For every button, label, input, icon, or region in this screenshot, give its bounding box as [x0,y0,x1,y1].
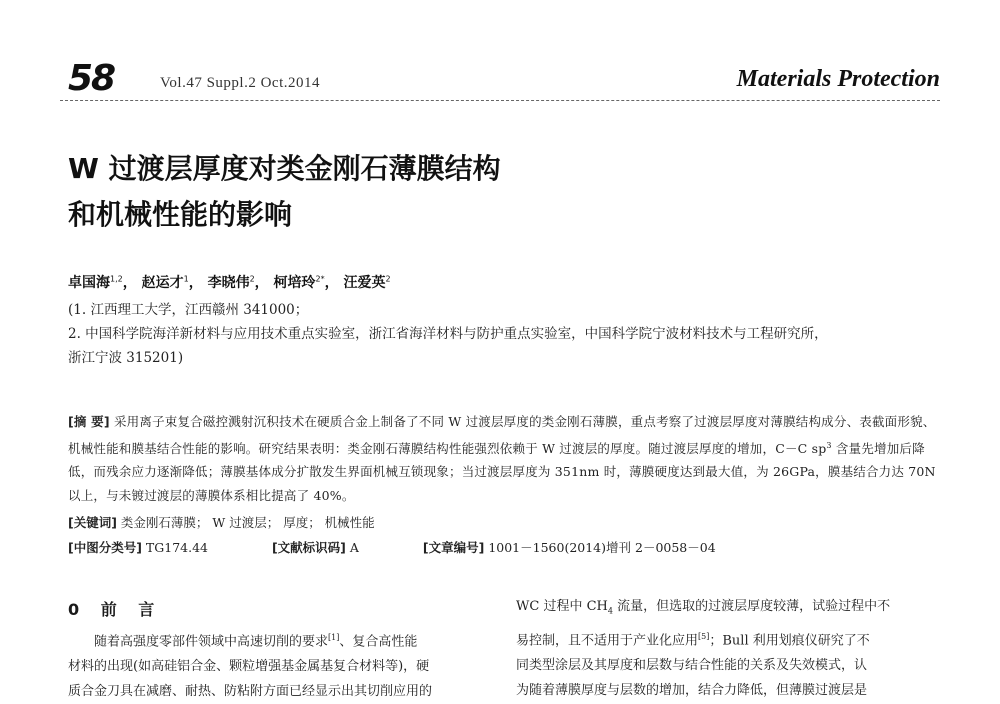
body-text: 流量，但选取的过渡层厚度较薄，试验过程中不 [612,599,891,614]
author-affiliation-mark: 2 [249,274,255,284]
abstract [68,410,936,507]
author-name: 卓国海 [68,275,110,291]
doc-code-value: A [349,540,359,555]
volume-info: Vol.47 Suppl.2 Oct.2014 [160,75,320,91]
body-text: WC 过程中 CH [516,599,608,614]
citation-ref: [1] [328,633,340,642]
doc-code-label: [文献标识码] [271,540,346,555]
body-text: 随着高强度零部件领域中高速切削的要求 [94,634,329,650]
keywords [68,513,375,531]
abstract-text-cont: 含量先增加后降低，而残余应力逐渐降低；薄膜基体成分扩散发生界面机械互锁现象；当过渡层厚度为 351nm 时，薄膜硬度达到最大值，为 26GPa，膜基结合力达 70N 以上，与未镀过渡层的薄膜体系相比提高了 40%。 [68,440,936,503]
body-text: 为随着薄膜厚度与层数的增加，结合力降低，但薄膜过渡层是 [516,682,868,698]
header-rule [60,100,940,101]
abstract-text: 采用离子束复合磁控溅射沉积技术在硬质合金上制备了不同 W 过渡层厚度的类金刚石薄膜，重点考察了过渡层厚度对薄膜结构成分、表截面形貌、机械性能和膜基结合性能的影响。研究结果表明：类金刚石薄膜结构性能强烈依赖于 W 过渡层的厚度。随过渡层厚度的增加，C－C sp [68,414,936,456]
paper-title [68,146,501,238]
affiliation-line-2: 2. 中国科学院海洋新材料与应用技术重点实验室，浙江省海洋材料与防护重点实验室，中国科学院宁波材料技术与工程研究所， [68,326,828,342]
author-affiliation-mark: 1,2 [110,274,123,284]
classification-line [68,538,776,556]
author-name: 李晓伟 [207,275,250,291]
citation-ref: [5] [698,631,710,641]
abstract-label: [摘 要] [68,414,110,429]
body-text: 易控制，且不适用于产业化应用 [516,632,699,648]
section-heading: 0 前 言 [68,600,163,619]
subscript: 4 [607,606,613,616]
journal-name: Materials Protection [736,66,940,92]
left-column [68,625,488,704]
keywords-label: [关键词] [68,515,117,530]
author-name: 赵运才 [141,275,184,291]
author-name: 柯培玲 [273,275,316,291]
affiliation-line-3: 浙江宁波 315201) [68,350,184,366]
body-text: 质合金刀具在减磨、耐热、防粘附方面已经显示出其切削应用的 [68,684,433,700]
body-text: 同类型涂层及其厚度和层数与结合性能的关系及失效模式，认 [516,657,868,673]
abstract-superscript: 3 [826,440,832,450]
clc-label: [中图分类号] [68,540,142,555]
author-list: 卓国海$^{1,2}$， 赵运才$^1$， 李晓伟$^2$， 柯培玲$^{2*}$， 汪爱英$^2$ [68,274,391,291]
keywords-text: 类金刚石薄膜； W 过渡层； 厚度； 机械性能 [120,515,375,530]
article-no-label: [文章编号] [422,540,485,555]
author-affiliation-mark: 1 [183,274,189,284]
title-line-2: 和机械性能的影响 [68,198,293,231]
page-number: 58 [68,58,115,99]
right-column [516,594,936,703]
author-affiliation-mark: 2* [315,274,325,284]
article-no-value: 1001－1560(2014)增刊 2－0058－04 [488,540,716,555]
author-name: 汪爱英 [343,275,386,291]
title-line-1: W 过渡层厚度对类金刚石薄膜结构 [68,152,501,185]
clc-value: TG174.44 [145,540,208,555]
page-header [60,58,940,98]
body-text: 、复合高性能 [339,634,418,650]
affiliation-line-1: (1. 江西理工大学，江西赣州 341000； [68,302,309,318]
body-text: ；Bull 利用划痕仪研究了不 [709,632,870,648]
author-affiliation-mark: 2 [385,274,391,284]
body-text: 材料的出现(如高硅铝合金、颗粒增强基金属基复合材料等)，硬 [68,659,430,675]
